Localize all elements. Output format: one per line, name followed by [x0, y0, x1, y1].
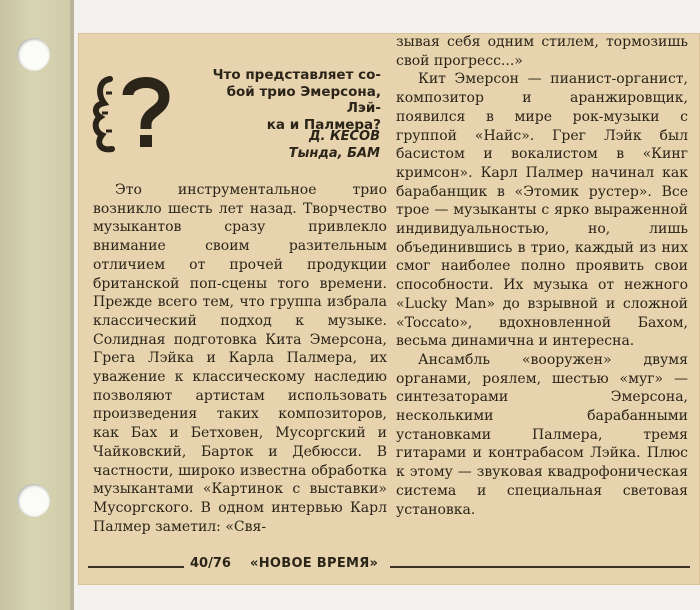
question-line: бой трио Эмерсона, Лэй- — [226, 83, 381, 116]
question-line: ка и Палмера? — [266, 116, 381, 133]
reader-question — [191, 67, 381, 133]
publication-name: «НОВОЕ ВРЕМЯ» — [250, 556, 379, 571]
question-author — [228, 128, 380, 162]
answer-paragraph: Ансамбль «вооружен» двумя органами, роялем, шестью «муг» — синтезаторами Эмерсона, несколькими барабанными установками Палмера, тремя гитарами и контрабасом Лэйка. Плюс к этому — звуковая квадрофоническая система и специальная световая установка. — [396, 351, 688, 518]
issue-number: 40/76 — [190, 556, 231, 571]
answer-paragraph: Кит Эмерсон — пианист-органист, композитор и аранжировщик, появился в мире рок-музыки с группой «Найс». Грег Лэйк был басистом и вокалистом в «Кинг кримсон». Карл Палмер начинал как барабанщик в «Этомик рустер». Все трое — музыканты с ярко выраженной индивидуальностью, но, лишь объединившись в трио, каждый из них смог наиболее полно проявить свои способности. Их музыка от нежного «Lucky Man» до взрывной и сложной «Toccato», вдохновленной Бахом, весьма динамична и интересна. — [396, 71, 688, 350]
question-mark-icon — [88, 73, 172, 153]
author-place: Тында, БАМ — [288, 146, 380, 161]
author-name: Д. КЕСОВ — [308, 129, 380, 144]
answer-column-left — [93, 181, 387, 536]
binder-hole-bottom — [17, 484, 50, 517]
clipping-footer — [78, 552, 700, 582]
footer-rule — [390, 566, 690, 568]
answer-column-right — [396, 33, 688, 519]
binder-hole-top — [17, 38, 50, 71]
question-line: Что представляет со- — [212, 67, 381, 83]
album-binder-strip — [0, 0, 74, 610]
answer-paragraph: Это инструментальное трио возникло шесть лет назад. Творчество музыкантов сразу привлекло внимание своим разительным отличием от прочей продукции британской поп-сцены того времени. Прежде всего тем, что группа избрала классический подход к музыке. Солидная подготовка Кита Эмерсона, Грега Лэйка и Карла Палмера, их уважение к классическому наследию позволяют артистам использовать произведения таких композиторов, как Бах и Бетховен, Мусоргский и Чайковский, Барток и Дебюсси. В частности, широко известна обработка музыкантами «Картинок с выставки» Мусоргского. В одном интервью Карл Палмер заметил: «Свя- — [93, 182, 387, 535]
binder-edge — [70, 0, 74, 610]
newspaper-clipping — [78, 33, 700, 585]
answer-paragraph: зывая себя одним стилем, тормозишь свой прогресс...» — [396, 34, 688, 69]
footer-rule — [88, 566, 184, 568]
